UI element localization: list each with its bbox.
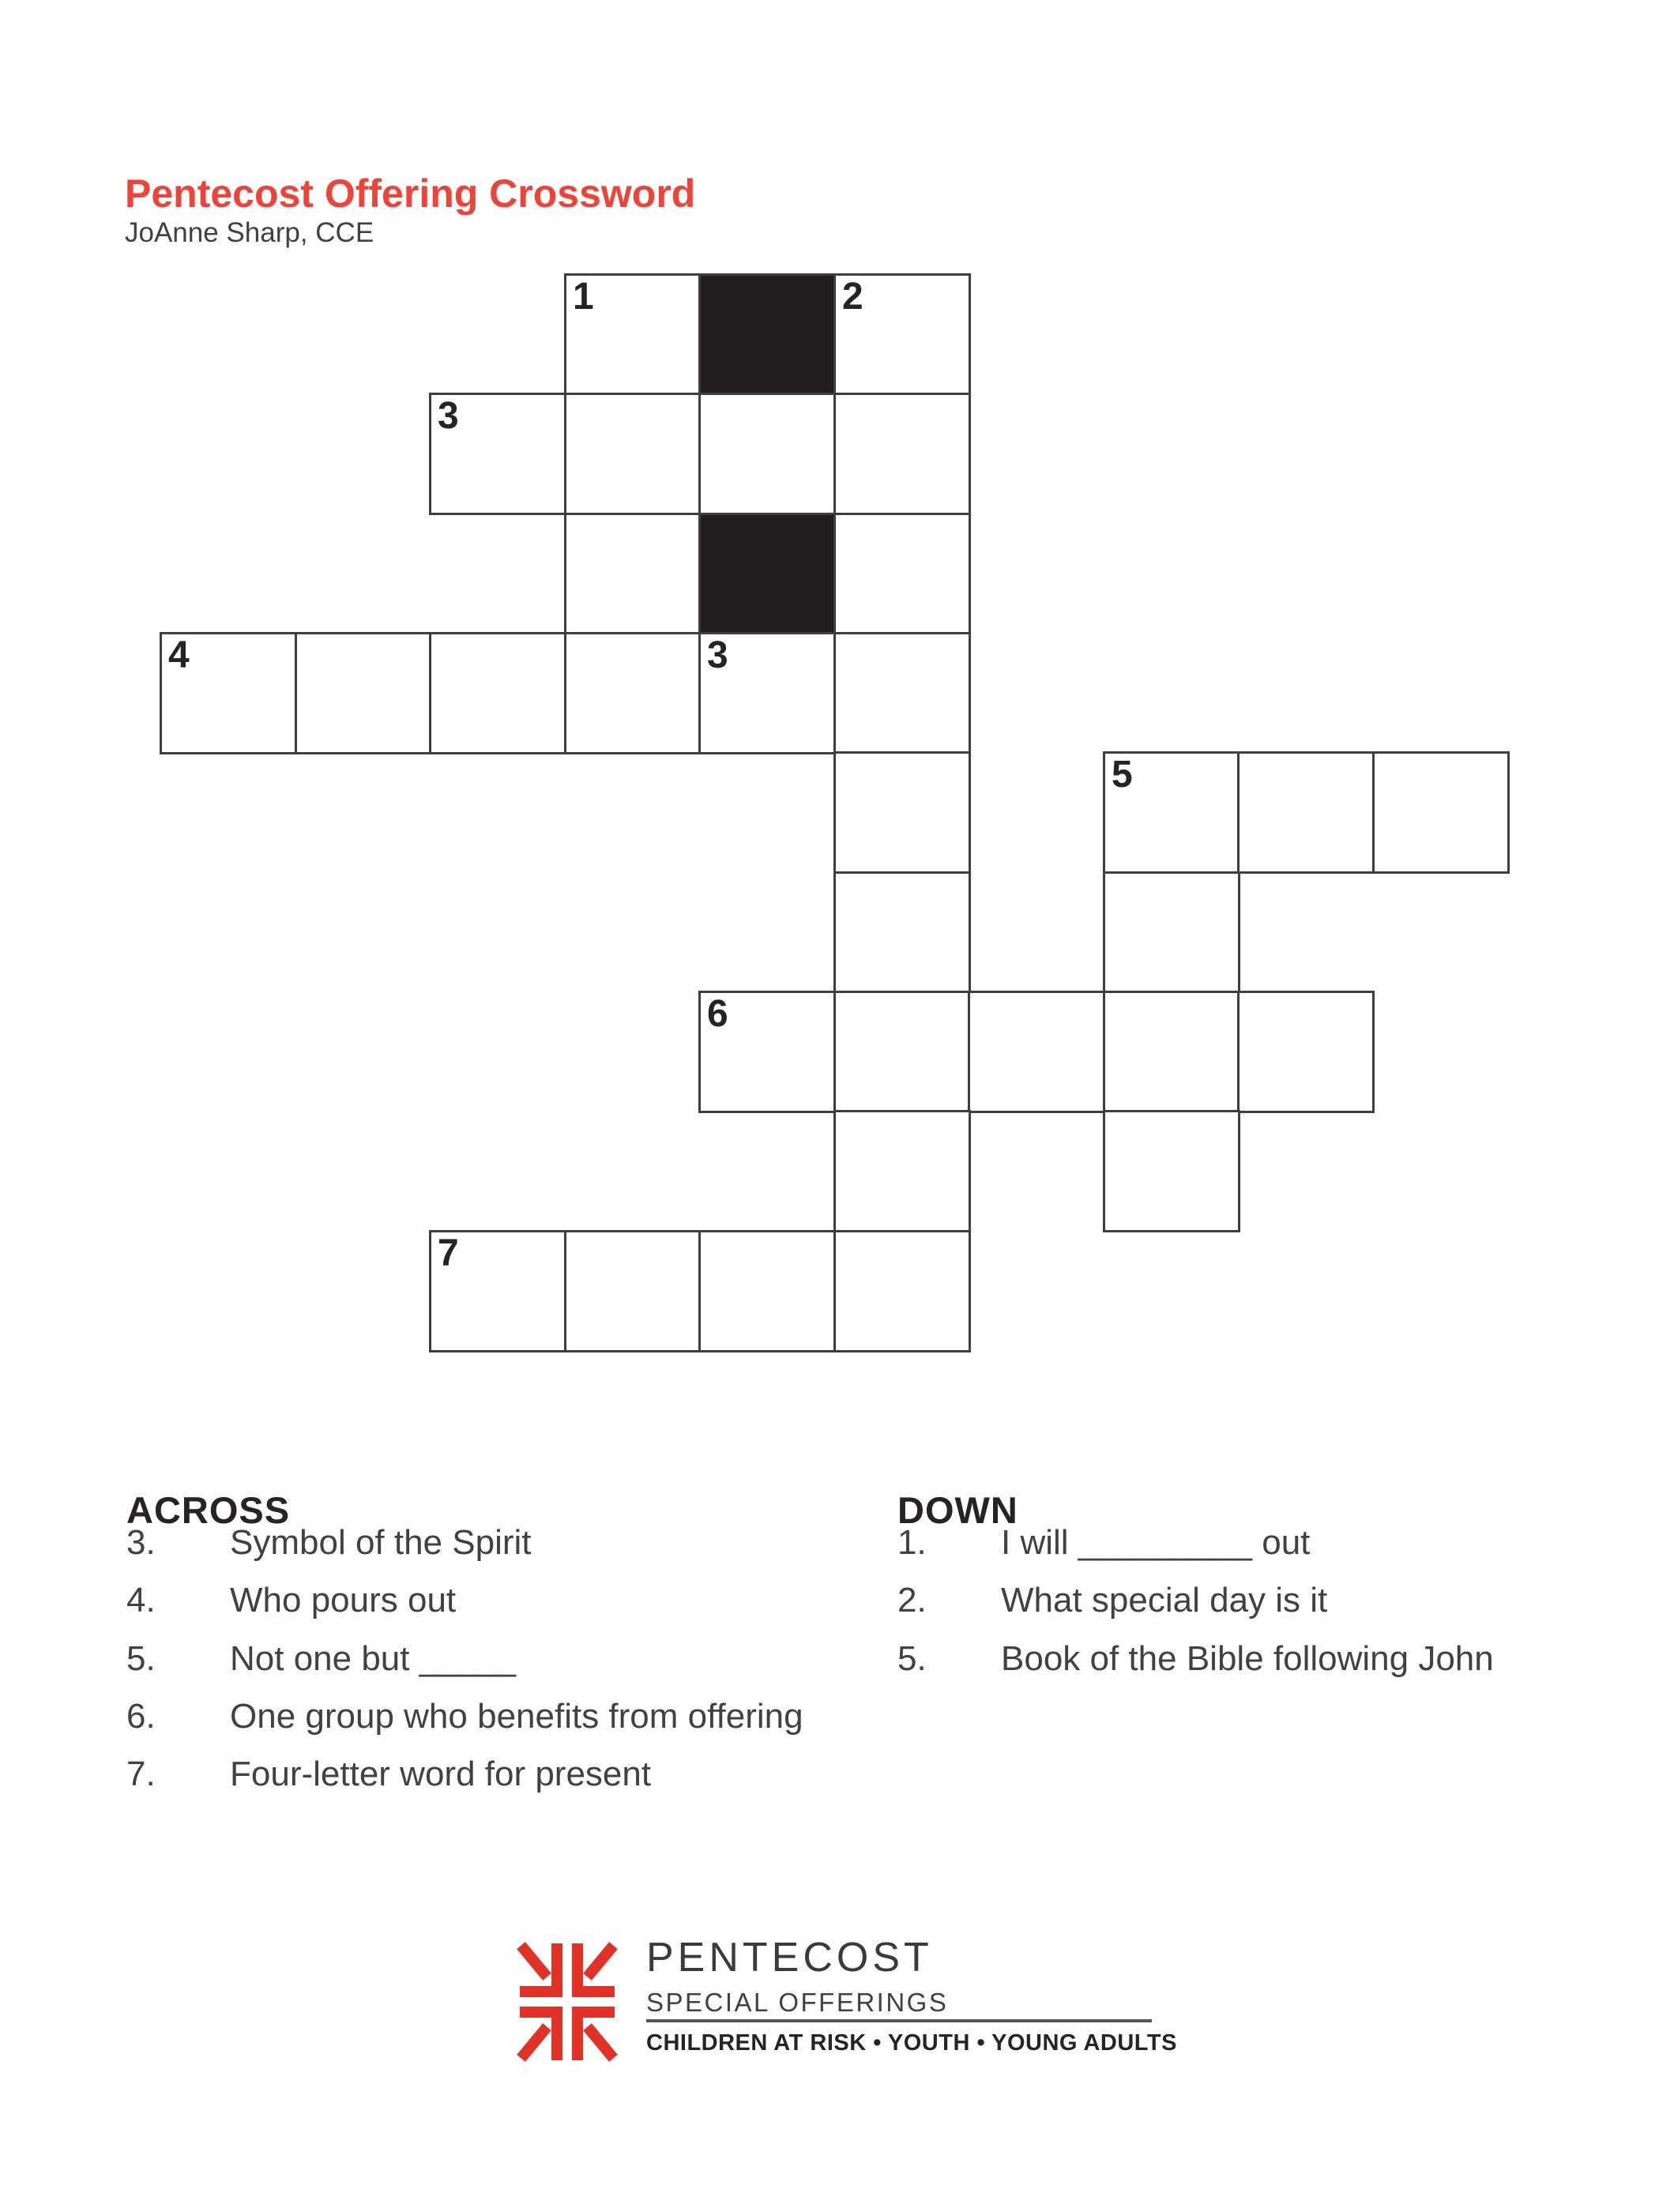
clue-across-6 bbox=[126, 1687, 861, 1745]
clue-number: 1. bbox=[897, 1523, 927, 1562]
clue-across-7 bbox=[126, 1745, 861, 1803]
clue-number: 4. bbox=[126, 1581, 156, 1620]
clue-text: One group who benefits from offering bbox=[230, 1696, 803, 1736]
cell-number: 3 bbox=[707, 634, 728, 676]
crossword-grid bbox=[160, 273, 1510, 1352]
grid-cell bbox=[698, 991, 836, 1113]
cell-number: 3 bbox=[438, 395, 459, 437]
grid-cell bbox=[1237, 751, 1375, 874]
clue-number: 6. bbox=[126, 1696, 156, 1736]
across-heading: ACROSS bbox=[126, 1489, 291, 1531]
author-byline: JoAnne Sharp, CCE bbox=[125, 217, 374, 248]
clue-across-4 bbox=[126, 1571, 861, 1629]
grid-cell bbox=[698, 1230, 836, 1352]
grid-cell bbox=[295, 632, 432, 754]
across-clue-list bbox=[126, 1514, 861, 1803]
clue-number: 2. bbox=[897, 1581, 927, 1620]
clue-number: 5. bbox=[126, 1638, 156, 1678]
cell-number: 4 bbox=[168, 634, 190, 676]
clue-text: What special day is it bbox=[1001, 1581, 1328, 1620]
clue-text: Symbol of the Spirit bbox=[230, 1523, 532, 1562]
grid-cell bbox=[698, 632, 836, 754]
clue-text: I will _________ out bbox=[1001, 1523, 1311, 1562]
grid-cell bbox=[564, 393, 702, 515]
grid-cell bbox=[833, 1110, 971, 1232]
cell-number: 1 bbox=[573, 276, 594, 318]
grid-cell bbox=[833, 513, 971, 635]
clue-number: 5. bbox=[897, 1638, 927, 1678]
clue-across-3 bbox=[126, 1514, 861, 1571]
down-clue-list bbox=[897, 1514, 1656, 1687]
clue-down-1 bbox=[897, 1514, 1656, 1571]
grid-cell bbox=[429, 393, 566, 515]
cell-number: 6 bbox=[707, 993, 728, 1035]
clue-text: Not one but _____ bbox=[230, 1638, 517, 1678]
clue-text: Who pours out bbox=[230, 1581, 457, 1620]
black-cell bbox=[698, 513, 836, 635]
grid-cell bbox=[564, 1230, 702, 1352]
clue-down-5 bbox=[897, 1630, 1656, 1687]
logo-tagline: CHILDREN AT RISK • YOUTH • YOUNG ADULTS bbox=[646, 2030, 1177, 2056]
clue-number: 3. bbox=[126, 1523, 156, 1562]
grid-cell bbox=[1103, 991, 1240, 1113]
cell-number: 2 bbox=[842, 276, 863, 318]
grid-cell bbox=[833, 632, 971, 754]
cell-number: 7 bbox=[438, 1232, 459, 1274]
grid-cell bbox=[160, 632, 297, 754]
clue-number: 7. bbox=[126, 1755, 156, 1794]
grid-cell bbox=[833, 991, 971, 1113]
clue-across-5 bbox=[126, 1630, 861, 1687]
grid-cell bbox=[564, 632, 702, 754]
down-heading: DOWN bbox=[897, 1489, 1018, 1531]
logo-title: PENTECOST bbox=[646, 1935, 933, 1981]
grid-cell bbox=[1372, 751, 1510, 874]
grid-cell bbox=[564, 273, 702, 396]
grid-cell bbox=[1103, 871, 1240, 994]
logo-divider bbox=[646, 2019, 1152, 2022]
cell-number: 5 bbox=[1112, 754, 1133, 796]
clue-text: Four-letter word for present bbox=[230, 1755, 652, 1794]
grid-cell bbox=[1103, 751, 1240, 874]
pentecost-offerings-symbol-icon bbox=[514, 1937, 621, 2067]
grid-cell bbox=[1237, 991, 1375, 1113]
grid-cell bbox=[833, 1230, 971, 1352]
clue-down-2 bbox=[897, 1571, 1656, 1629]
grid-cell bbox=[833, 393, 971, 515]
grid-cell bbox=[833, 871, 971, 994]
grid-cell bbox=[429, 632, 566, 754]
grid-cell bbox=[833, 751, 971, 874]
clue-text: Book of the Bible following John bbox=[1001, 1638, 1494, 1678]
grid-cell bbox=[968, 991, 1105, 1113]
grid-cell bbox=[1103, 1110, 1240, 1232]
black-cell bbox=[698, 273, 836, 396]
grid-cell bbox=[564, 513, 702, 635]
logo-subtitle: SPECIAL OFFERINGS bbox=[646, 1988, 949, 2017]
grid-cell bbox=[833, 273, 971, 396]
grid-cell bbox=[429, 1230, 566, 1352]
page-title: Pentecost Offering Crossword bbox=[125, 171, 696, 216]
grid-cell bbox=[698, 393, 836, 515]
